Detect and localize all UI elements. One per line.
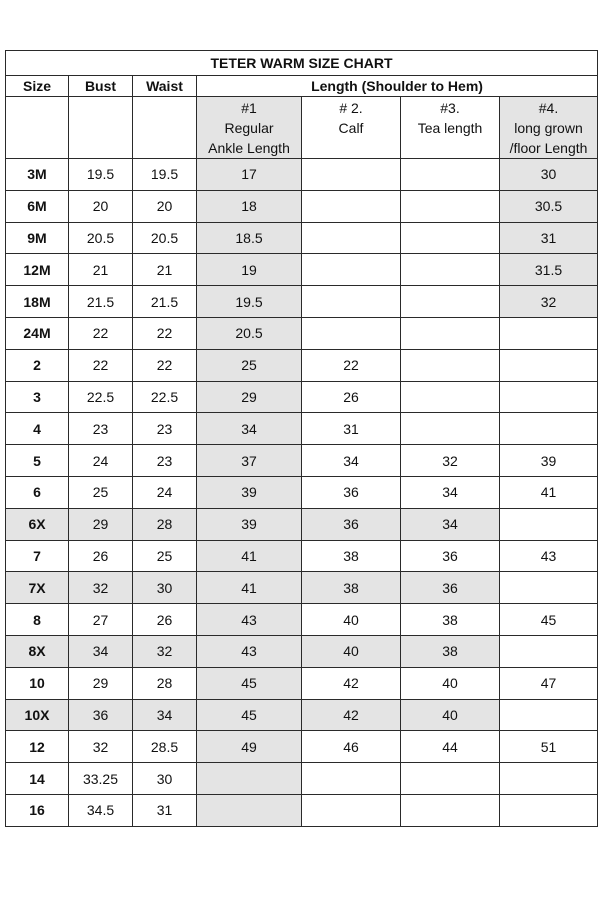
cell-size: 16 [6,794,69,826]
cell-length-1: 25 [197,349,302,381]
cell-length-4: 43 [500,540,598,572]
cell-bust: 21 [69,254,133,286]
cell-length-1: 18 [197,190,302,222]
cell-length-2: 38 [302,572,401,604]
cell-length-4 [500,317,598,349]
cell-length-2 [302,317,401,349]
cell-length-4: 31 [500,222,598,254]
table-row [6,604,598,636]
cell-length-3 [401,317,500,349]
cell-size: 12M [6,254,69,286]
cell-bust: 26 [69,540,133,572]
length-col-4-header [500,97,598,159]
cell-size: 10 [6,667,69,699]
cell-length-4 [500,794,598,826]
cell-waist: 19.5 [133,159,197,191]
cell-length-4 [500,508,598,540]
cell-length-3 [401,794,500,826]
length-col-3-line: #3. [440,100,460,116]
cell-bust: 22 [69,349,133,381]
cell-length-3 [401,190,500,222]
title-row [6,51,598,76]
cell-length-4 [500,635,598,667]
cell-size: 6M [6,190,69,222]
cell-length-1: 43 [197,604,302,636]
table-row [6,317,598,349]
table-row [6,667,598,699]
cell-waist: 25 [133,540,197,572]
cell-waist: 34 [133,699,197,731]
cell-waist: 28 [133,508,197,540]
cell-waist: 30 [133,572,197,604]
table-row [6,286,598,318]
cell-length-4: 31.5 [500,254,598,286]
cell-size: 8 [6,604,69,636]
length-col-4-line: /floor Length [509,140,588,156]
cell-length-2 [302,190,401,222]
table-row [6,635,598,667]
table-row [6,413,598,445]
cell-length-4: 47 [500,667,598,699]
table-row [6,572,598,604]
header-size: Size [6,76,69,97]
cell-waist: 28 [133,667,197,699]
length-col-2-header [302,97,401,159]
cell-size: 9M [6,222,69,254]
table-row [6,159,598,191]
cell-length-2 [302,763,401,795]
cell-length-3: 38 [401,604,500,636]
cell-waist: 20 [133,190,197,222]
cell-bust: 27 [69,604,133,636]
cell-length-4 [500,381,598,413]
table-row [6,349,598,381]
cell-length-4: 39 [500,445,598,477]
size-chart-table [5,50,598,827]
cell-bust: 21.5 [69,286,133,318]
cell-length-2: 34 [302,445,401,477]
cell-bust: 29 [69,508,133,540]
length-col-4-line: #4. [538,100,559,116]
cell-length-3: 40 [401,699,500,731]
cell-length-3 [401,763,500,795]
cell-bust: 23 [69,413,133,445]
cell-length-1: 19 [197,254,302,286]
cell-bust: 32 [69,731,133,763]
cell-size: 7X [6,572,69,604]
cell-length-1: 45 [197,699,302,731]
cell-length-2 [302,286,401,318]
cell-bust: 32 [69,572,133,604]
table-row [6,222,598,254]
cell-size: 10X [6,699,69,731]
length-subheader-row [6,97,598,159]
cell-length-3: 32 [401,445,500,477]
cell-size: 4 [6,413,69,445]
cell-bust: 22 [69,317,133,349]
table-row [6,190,598,222]
cell-length-3: 40 [401,667,500,699]
cell-length-3 [401,413,500,445]
cell-length-1: 34 [197,413,302,445]
table-row [6,445,598,477]
cell-waist: 26 [133,604,197,636]
header-length: Length (Shoulder to Hem) [197,76,598,97]
cell-length-2 [302,254,401,286]
cell-bust: 20.5 [69,222,133,254]
cell-waist: 22.5 [133,381,197,413]
cell-size: 12 [6,731,69,763]
header-bust: Bust [69,76,133,97]
cell-length-1 [197,794,302,826]
cell-size: 14 [6,763,69,795]
cell-length-4: 41 [500,476,598,508]
cell-length-2 [302,159,401,191]
cell-waist: 21 [133,254,197,286]
table-row [6,508,598,540]
cell-length-3: 38 [401,635,500,667]
table-row [6,731,598,763]
subheader-blank [69,97,133,159]
cell-size: 6 [6,476,69,508]
cell-length-2: 31 [302,413,401,445]
cell-waist: 30 [133,763,197,795]
cell-size: 6X [6,508,69,540]
length-col-2-line: Calf [338,120,364,136]
header-waist: Waist [133,76,197,97]
cell-length-4: 30.5 [500,190,598,222]
length-col-1-line: #1 [241,100,257,116]
cell-length-3: 34 [401,476,500,508]
cell-length-1: 45 [197,667,302,699]
cell-length-4: 45 [500,604,598,636]
length-col-3-line: Tea length [417,120,483,136]
cell-length-1: 39 [197,508,302,540]
cell-length-4 [500,763,598,795]
cell-length-1: 19.5 [197,286,302,318]
cell-length-2: 42 [302,667,401,699]
cell-length-2 [302,222,401,254]
cell-length-1: 17 [197,159,302,191]
length-col-2-line: # 2. [339,100,363,116]
length-col-4-line: long grown [514,120,583,136]
cell-waist: 32 [133,635,197,667]
chart-title: TETER WARM SIZE CHART [6,51,598,76]
header-row [6,76,598,97]
cell-waist: 22 [133,317,197,349]
cell-length-2: 22 [302,349,401,381]
cell-length-2: 38 [302,540,401,572]
cell-length-3 [401,254,500,286]
cell-size: 7 [6,540,69,572]
cell-length-1 [197,763,302,795]
cell-length-1: 39 [197,476,302,508]
cell-length-4: 30 [500,159,598,191]
cell-bust: 34.5 [69,794,133,826]
cell-length-3 [401,222,500,254]
cell-bust: 19.5 [69,159,133,191]
cell-waist: 28.5 [133,731,197,763]
cell-size: 24M [6,317,69,349]
cell-bust: 20 [69,190,133,222]
cell-length-1: 41 [197,540,302,572]
cell-length-3: 36 [401,540,500,572]
cell-length-1: 29 [197,381,302,413]
table-row [6,794,598,826]
cell-length-1: 41 [197,572,302,604]
cell-length-4 [500,349,598,381]
table-row [6,476,598,508]
cell-length-4 [500,413,598,445]
table-row [6,699,598,731]
cell-length-3 [401,349,500,381]
table-row [6,381,598,413]
cell-size: 2 [6,349,69,381]
cell-bust: 22.5 [69,381,133,413]
cell-length-4: 32 [500,286,598,318]
cell-length-2: 40 [302,635,401,667]
cell-waist: 21.5 [133,286,197,318]
subheader-blank [133,97,197,159]
cell-length-4 [500,572,598,604]
cell-size: 3 [6,381,69,413]
cell-length-4: 51 [500,731,598,763]
cell-bust: 24 [69,445,133,477]
cell-length-4 [500,699,598,731]
cell-length-2: 36 [302,508,401,540]
cell-length-3 [401,381,500,413]
cell-waist: 31 [133,794,197,826]
table-row [6,763,598,795]
cell-size: 5 [6,445,69,477]
cell-waist: 23 [133,445,197,477]
cell-bust: 33.25 [69,763,133,795]
cell-length-3 [401,159,500,191]
cell-length-2: 46 [302,731,401,763]
cell-length-2 [302,794,401,826]
cell-length-2: 42 [302,699,401,731]
cell-length-3: 36 [401,572,500,604]
cell-length-3 [401,286,500,318]
cell-size: 8X [6,635,69,667]
cell-length-2: 40 [302,604,401,636]
cell-length-1: 20.5 [197,317,302,349]
cell-bust: 34 [69,635,133,667]
cell-length-2: 36 [302,476,401,508]
table-row [6,540,598,572]
cell-length-2: 26 [302,381,401,413]
cell-length-3: 44 [401,731,500,763]
cell-bust: 36 [69,699,133,731]
cell-size: 18M [6,286,69,318]
cell-waist: 24 [133,476,197,508]
cell-length-1: 43 [197,635,302,667]
cell-length-1: 18.5 [197,222,302,254]
cell-bust: 29 [69,667,133,699]
cell-waist: 20.5 [133,222,197,254]
cell-length-3: 34 [401,508,500,540]
length-col-3-header [401,97,500,159]
cell-length-1: 37 [197,445,302,477]
length-col-1-line: Ankle Length [208,140,290,156]
length-col-1-line: Regular [224,120,274,136]
table-row [6,254,598,286]
cell-size: 3M [6,159,69,191]
cell-waist: 23 [133,413,197,445]
cell-bust: 25 [69,476,133,508]
cell-length-1: 49 [197,731,302,763]
length-col-1-header [197,97,302,159]
cell-waist: 22 [133,349,197,381]
subheader-blank [6,97,69,159]
